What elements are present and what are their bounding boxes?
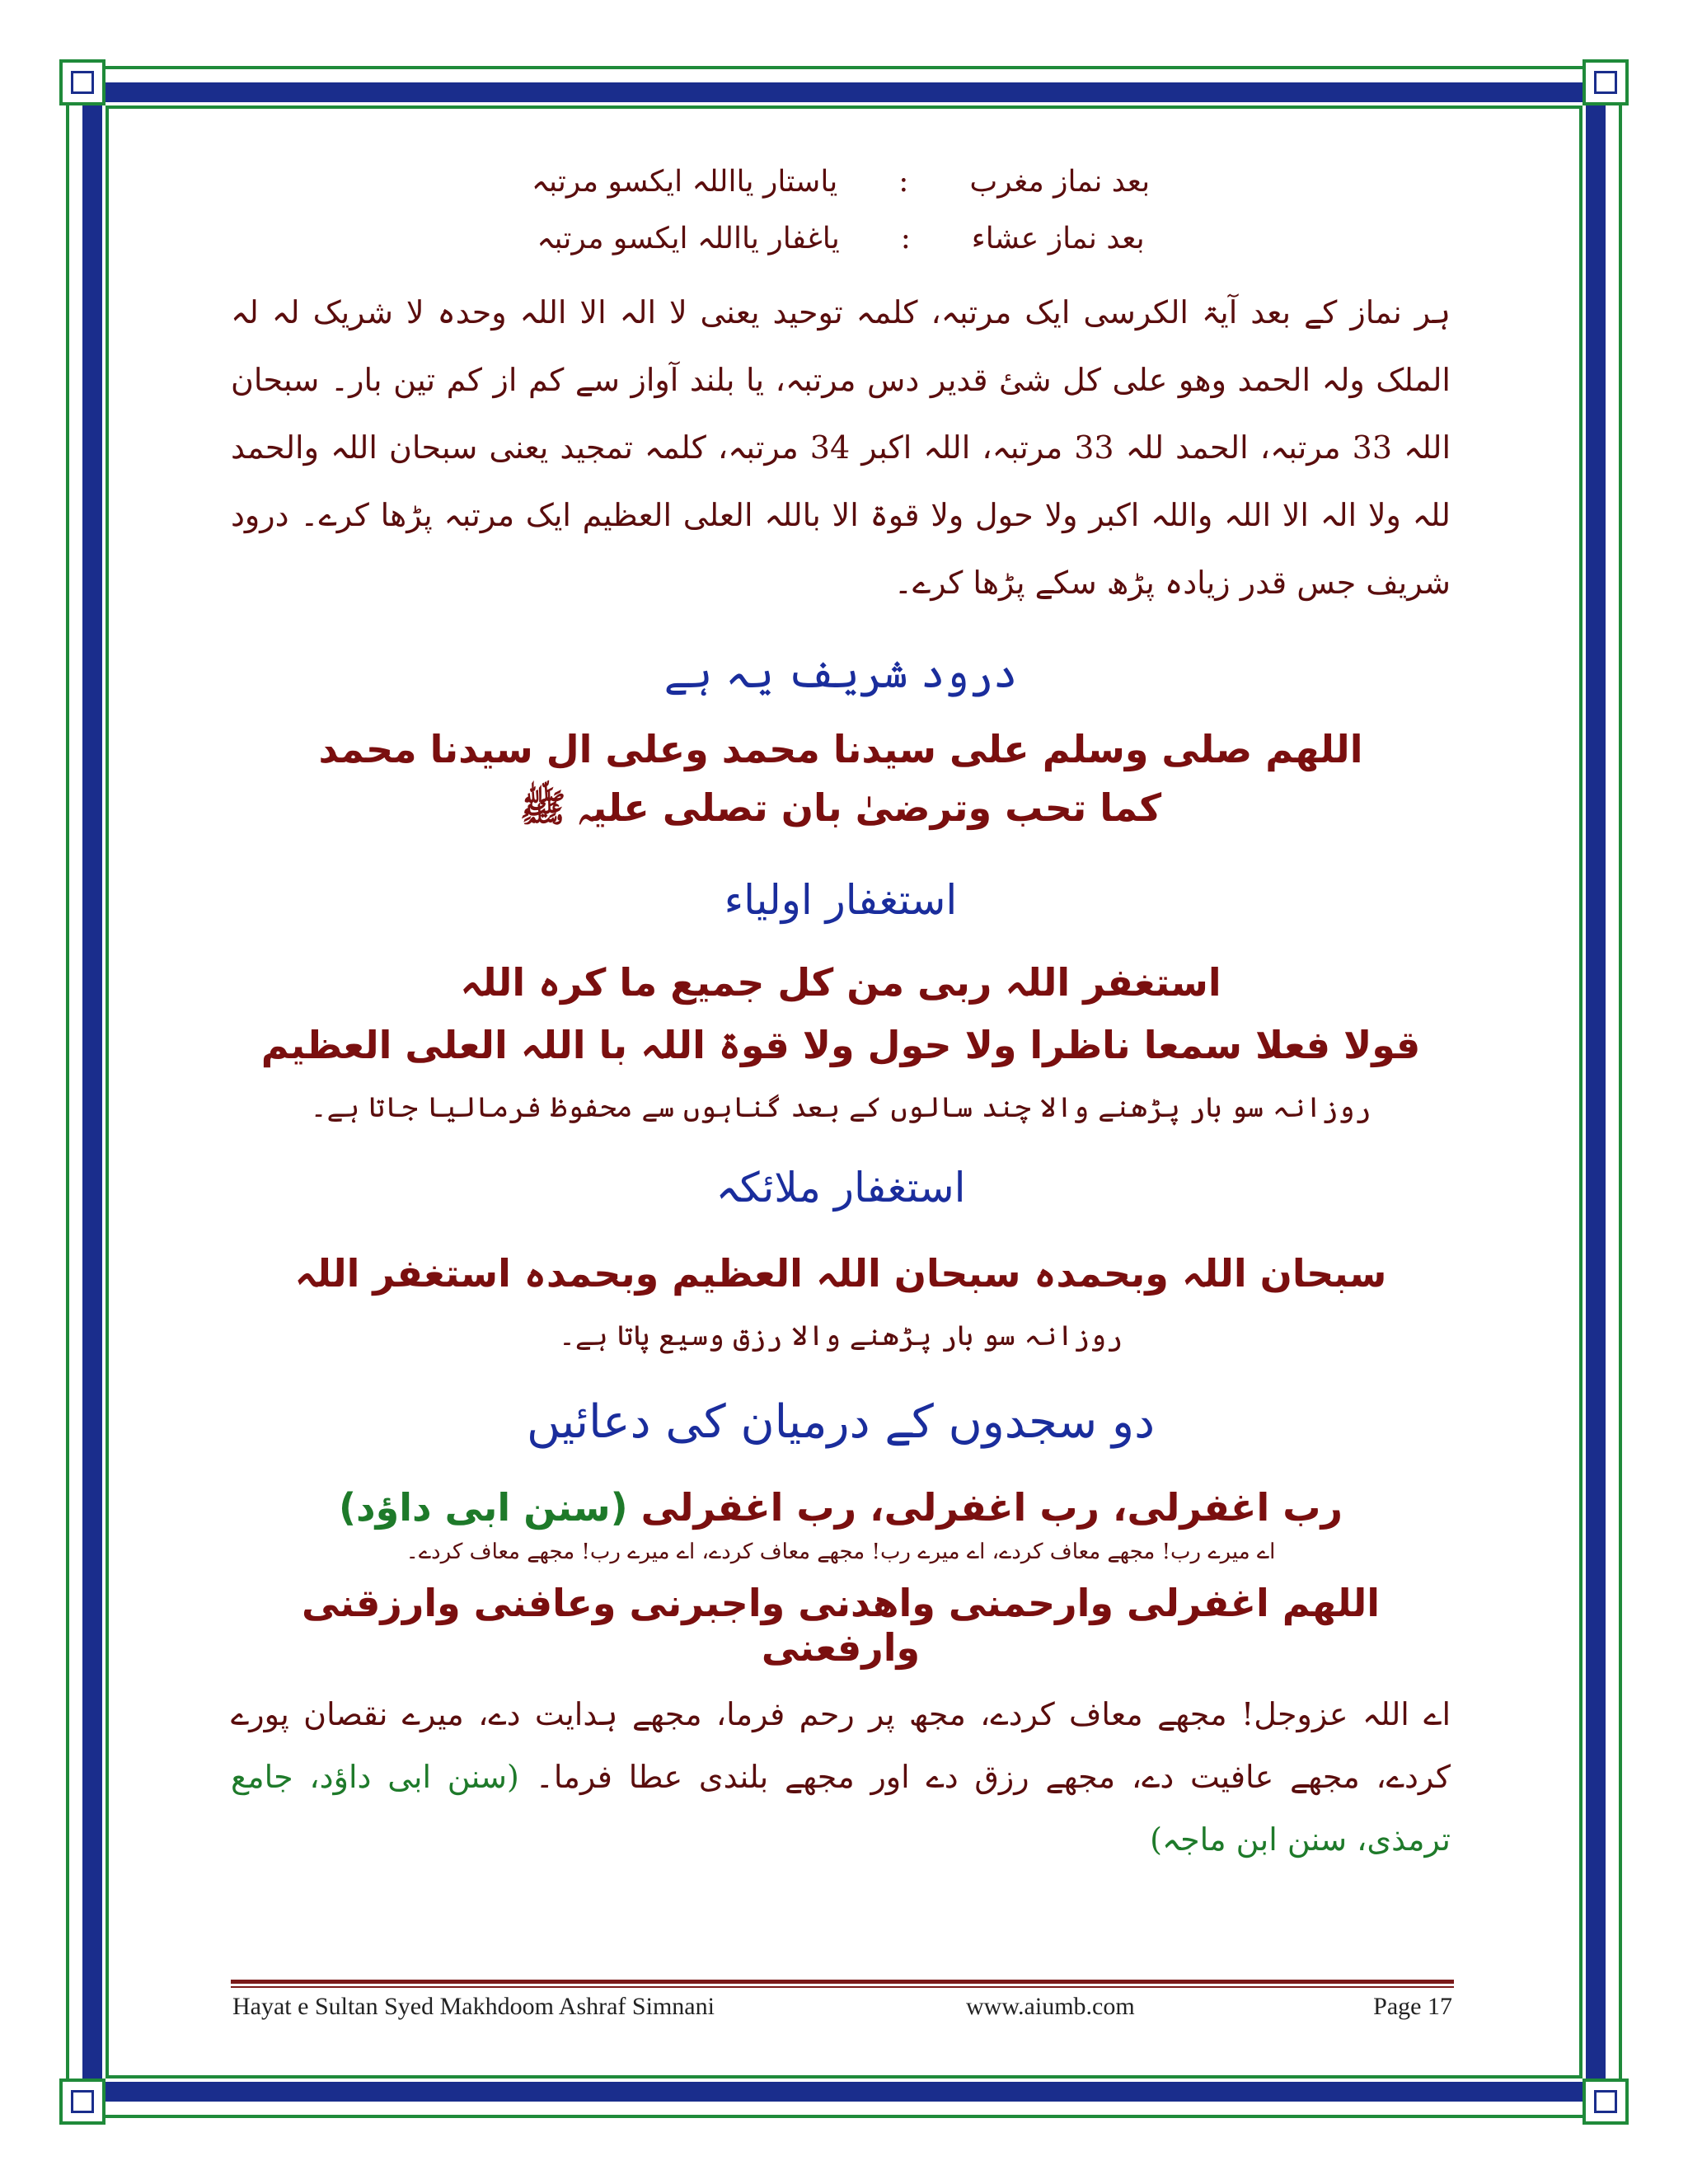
frame-corner-ornament (1582, 59, 1629, 105)
frame-corner-ornament (1582, 2079, 1629, 2125)
dua-1 (231, 1485, 1451, 1530)
maghrib-label: بعد نماز مغرب (969, 165, 1151, 199)
post-prayer-paragraph: ہر نماز کے بعد آیۃ الکرسی ایک مرتبہ، کلمہ توحید یعنی لا الہ الا اللہ وحدہ لا شریک لہ لہ الملک ولہ الحمد وھو علی کل شیٔ قدیر دس مرتبہ، یا بلند آواز سے کم از کم تین بار۔ سبحان اللہ 33 مرتبہ، الحمد للہ 33 مرتبہ، اللہ اکبر 34 مرتبہ، کلمہ تمجید یعنی سبحان اللہ والحمد للہ ولا الہ الا اللہ واللہ اکبر ولا حول ولا قوۃ الا باللہ العلی العظیم ایک مرتبہ پڑھا کرے۔ درود شریف جس قدر زیادہ پڑھ سکے پڑھا کرے۔ (231, 294, 1451, 601)
durood-line-1: اللھم صلی وسلم علی سیدنا محمد وعلی ال سیدنا محمد (318, 727, 1363, 771)
footer-page-number: Page 17 (1373, 1993, 1452, 2020)
dua-2-translation-2: عافیت دے، مجھے رزق دے اور مجھے بلندی عطا فرما۔ (535, 1759, 1274, 1795)
istighfar-malaika-line-1: سبحان اللہ وبحمدہ سبحان اللہ العظیم وبحمدہ استغفر اللہ (294, 1251, 1387, 1296)
istighfar-auliya-line-2: قولا فعلا سمعا ناظرا ولا حول ولا قوۃ اللہ با اللہ العلی العظیم (260, 1023, 1421, 1067)
durood-heading: درود شریف یہ ہے (663, 649, 1018, 697)
frame-corner-ornament (59, 59, 106, 105)
footer-rule (231, 1980, 1454, 1984)
footer-rule-thin (231, 1986, 1454, 1988)
dua-2-translation (231, 1683, 1451, 1871)
dua-1-source: (سنن ابی داؤد) (339, 1485, 628, 1530)
isha-label: بعد نماز عشاء (971, 222, 1145, 255)
durood-line-2: کما تحب وترضیٰ بان تصلی علیہ ﷺ (519, 785, 1162, 830)
istighfar-malaika-note: روزانہ سو بار پڑھنے والا رزق وسیع پاتا ہے۔ (558, 1319, 1123, 1352)
isha-row (231, 222, 1451, 255)
maghrib-colon: : (898, 165, 909, 199)
dua-2-source: (سنن ابی داؤد، جامع ترمذی، سنن ابن ماجہ) (231, 1759, 1451, 1858)
istighfar-auliya-heading: استغفار اولیاء (724, 876, 958, 924)
isha-colon: : (900, 222, 911, 255)
page-content (231, 165, 1451, 1871)
istighfar-malaika-heading: استغفار ملائکہ (715, 1164, 966, 1212)
dua-1-text: رب اغفرلی، رب اغفرلی، رب اغفرلی (640, 1485, 1343, 1530)
footer-book-title: Hayat e Sultan Syed Makhdoom Ashraf Simnani (232, 1993, 715, 2020)
maghrib-row (231, 165, 1451, 199)
istighfar-auliya-note: روزانہ سو بار پڑھنے والا چند سالوں کے بعد گناہوں سے محفوظ فرمالیا جاتا ہے۔ (310, 1091, 1372, 1124)
dua-2: اللھم اغفرلی وارحمنی واھدنی واجبرنی وعافنی وارزقنی وارفعنی (301, 1581, 1381, 1670)
isha-text: یاغفار یااللہ ایکسو مرتبہ (537, 222, 840, 255)
page-footer (232, 1993, 1452, 2026)
footer-website: www.aiumb.com (966, 1993, 1135, 2020)
dua-2-translation-1: اے اللہ عزوجل! مجھے معاف کردے، مجھ پر رحم فرما، مجھے ہدایت دے، میرے نقصان پورے کردے، مجھے (231, 1696, 1451, 1795)
istighfar-auliya-line-1: استغفر اللہ ربی من کل جمیع ما کرہ اللہ (460, 960, 1221, 1005)
frame-corner-ornament (59, 2079, 106, 2125)
between-sajdas-heading: دو سجدوں کے درمیان کی دعائیں (526, 1395, 1155, 1449)
dua-1-translation: اے میرے رب! مجھے معاف کردے، اے میرے رب! مجھے معاف کردے، اے میرے رب! مجھے معاف کردے۔ (406, 1540, 1276, 1564)
maghrib-text: یاستار یااللہ ایکسو مرتبہ (531, 165, 838, 199)
